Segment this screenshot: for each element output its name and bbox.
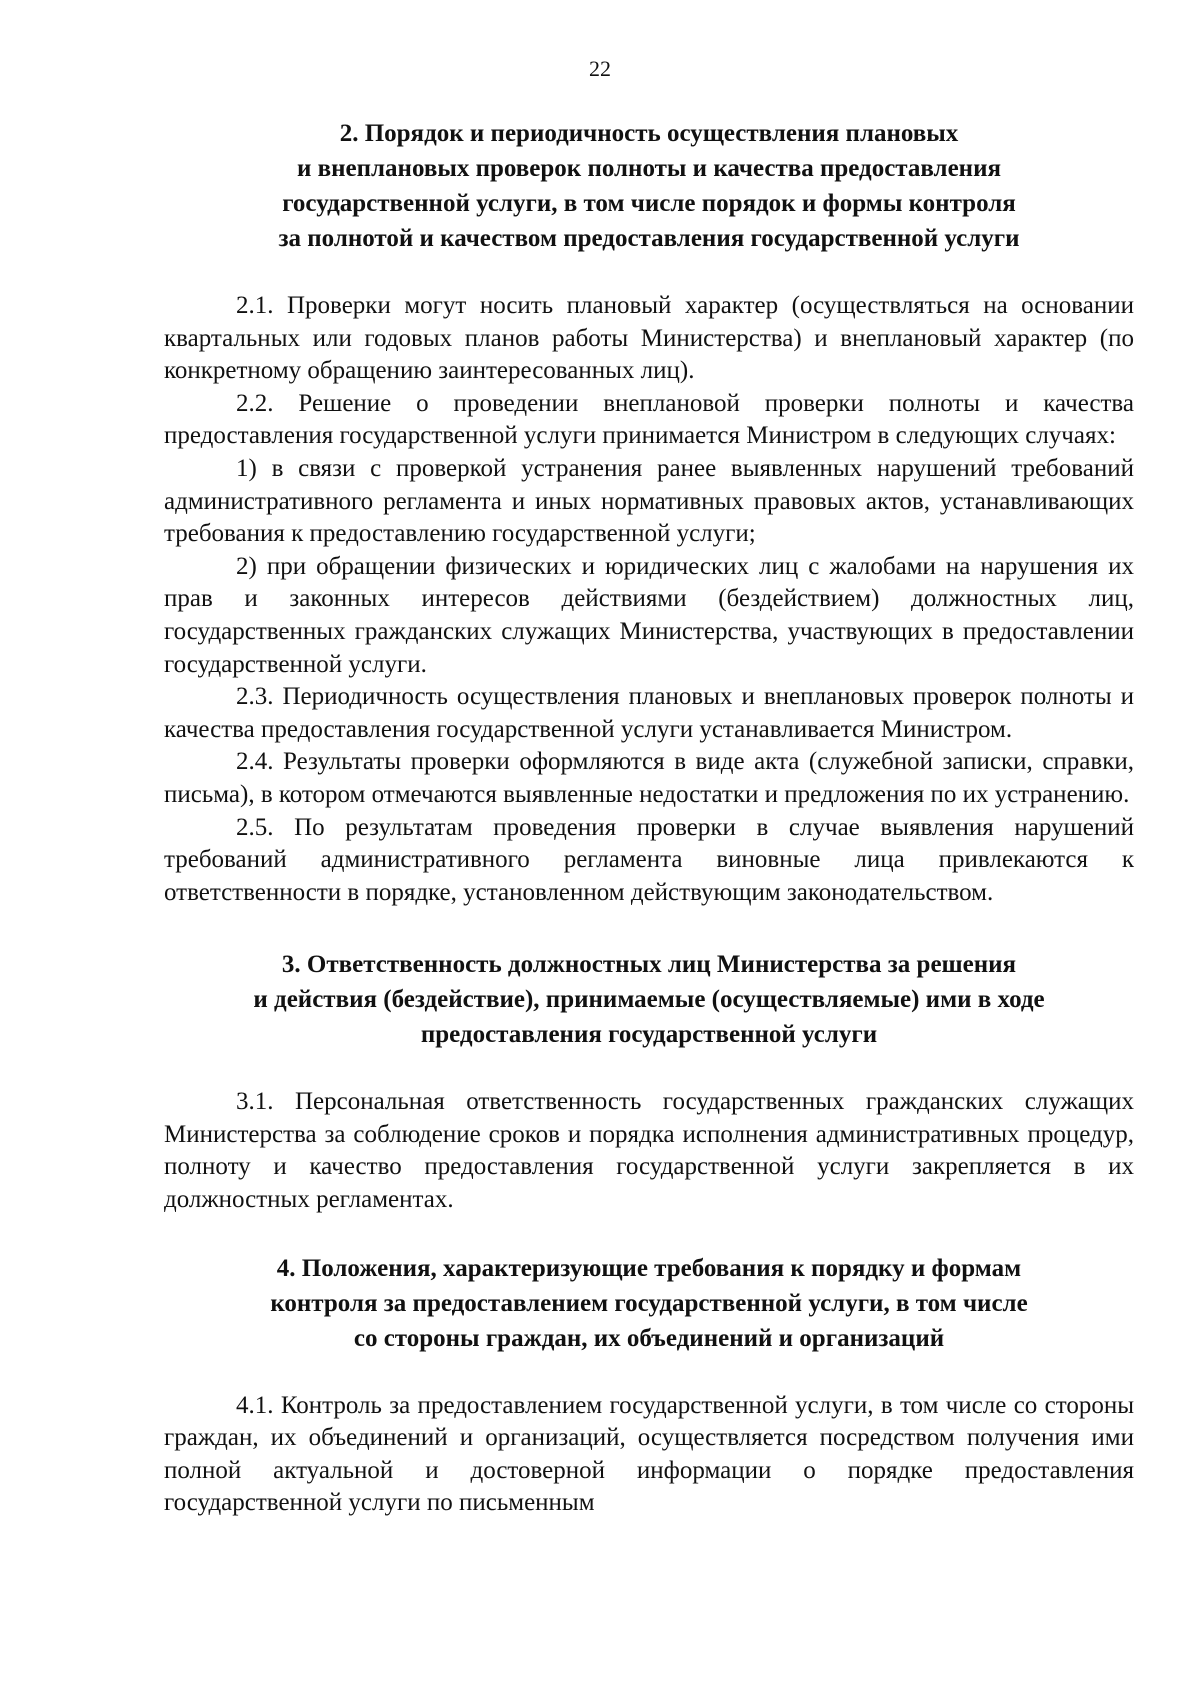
section-3-heading bbox=[164, 947, 1134, 1052]
section-2-heading bbox=[164, 116, 1134, 256]
heading-line: со стороны граждан, их объединений и организаций bbox=[353, 1324, 945, 1352]
heading-line: 2. Порядок и периодичность осуществления плановых bbox=[339, 120, 959, 147]
page-number: 22 bbox=[589, 56, 611, 81]
paragraph-2-1: 2.1. Проверки могут носить плановый характер (осуществляться на основании квартальных или годовых планов работы Министерства) и внеплановый характер (по конкретному обращению заинтересованных лиц). bbox=[164, 292, 1134, 385]
paragraph-3-1: 3.1. Персональная ответственность государственных гражданских служащих Министерства за соблюдение сроков и порядка исполнения административных процедур, полноту и качество предоставления государственной услуги закрепляется в их должностных регламентах. bbox=[164, 1088, 1134, 1214]
heading-line: и внеплановых проверок полноты и качества предоставления bbox=[296, 155, 1002, 182]
heading-line: предоставления государственной услуги bbox=[420, 1021, 878, 1049]
paragraph-2-2-item-1: 1) в связи с проверкой устранения ранее выявленных нарушений требований административного регламента и иных нормативных правовых актов, устанавливающих требования к предоставлению государственной услуги; bbox=[164, 454, 1134, 548]
heading-line: за полнотой и качеством предоставления государственной услуги bbox=[278, 225, 1020, 252]
heading-line: государственной услуги, в том числе порядок и формы контроля bbox=[282, 190, 1016, 217]
paragraph-4-1: 4.1. Контроль за предоставлением государственной услуги, в том числе со стороны граждан, их объединений и организаций, осуществляется посредством получения ими полной актуальной и достоверной информации о порядке предоставления государственной услуги по письменным bbox=[164, 1391, 1134, 1517]
paragraph-2-5: 2.5. По результатам проведения проверки в случае выявления нарушений требований административного регламента виновные лица привлекаются к ответственности в порядке, установленном действующим законодательством. bbox=[164, 813, 1134, 906]
heading-line: 3. Ответственность должностных лиц Министерства за решения bbox=[281, 951, 1017, 979]
heading-line: 4. Положения, характеризующие требования к порядку и формам bbox=[276, 1254, 1022, 1282]
heading-line: контроля за предоставлением государственной услуги, в том числе bbox=[270, 1289, 1028, 1317]
paragraph-2-4: 2.4. Результаты проверки оформляются в виде акта (служебной записки, справки, письма), в котором отмечаются выявленные недостатки и предложения по их устранению. bbox=[164, 748, 1134, 808]
document-body bbox=[164, 116, 1134, 1520]
paragraph-2-3: 2.3. Периодичность осуществления плановых и внеплановых проверок полноты и качества предоставления государственной услуги устанавливается Министром. bbox=[164, 683, 1134, 743]
paragraph-2-2: 2.2. Решение о проведении внеплановой проверки полноты и качества предоставления государственной услуги принимается Министром в следующих случаях: bbox=[164, 389, 1134, 450]
heading-line: и действия (бездействие), принимаемые (осуществляемые) ими в ходе bbox=[253, 986, 1045, 1014]
paragraph-2-2-item-2: 2) при обращении физических и юридических лиц с жалобами на нарушения их прав и законных интересов действиями (бездействием) должностных лиц, государственных гражданских служащих Министерства, участвующих в предоставлении государственной услуги. bbox=[164, 552, 1134, 678]
section-4-heading bbox=[164, 1251, 1134, 1356]
